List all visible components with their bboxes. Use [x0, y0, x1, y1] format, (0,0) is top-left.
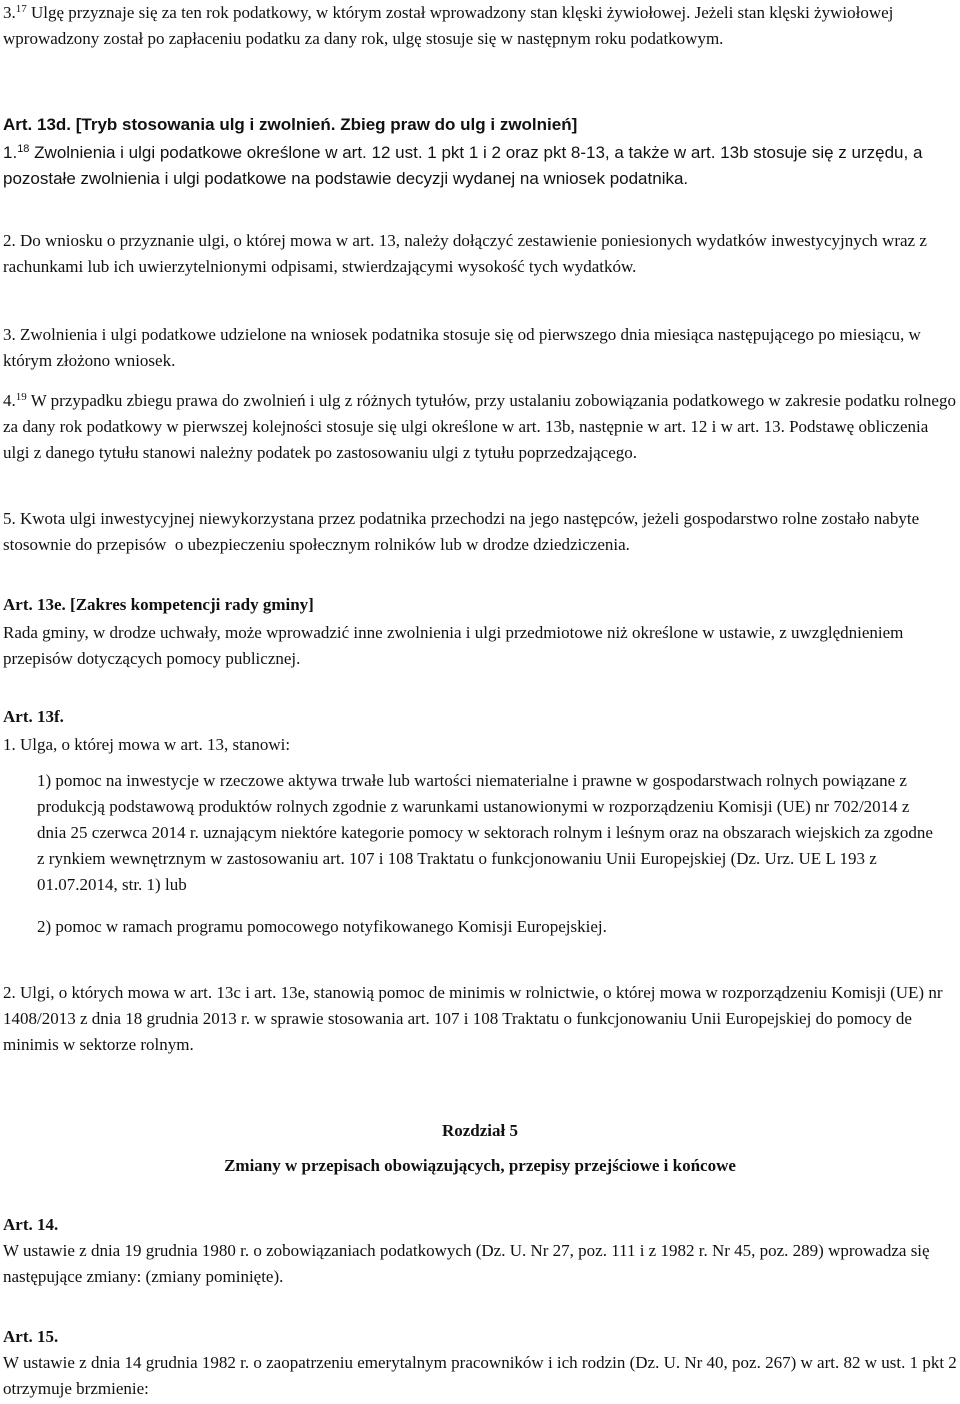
footnote-ref-19[interactable]: 19 [15, 391, 27, 403]
footnote-ref-18[interactable]: 18 [17, 143, 30, 155]
paragraph-text: Zwolnienia i ulgi podatkowe określone w art. 12 ust. 1 pkt 1 i 2 oraz pkt 8-13, a także w art. 13b stosuje się z urzędu, a pozostałe zwolnienia i ulgi podatkowe na podstawie decyzji wydanej na wniosek podatnika. [3, 143, 923, 188]
art-13f-paragraph-2: 2. Ulgi, o których mowa w art. 13c i art. 13e, stanowią pomoc de minimis w rolnictwie, o której mowa w rozporządzeniu Komisji (UE) nr 1408/2013 z dnia 18 grudnia 2013 r. w sprawie stosowania art. 107 i 108 Traktatu o funkcjonowaniu Unii Europejskiej do pomocy de minimis w sektorze rolnym. [3, 983, 943, 1054]
chapter-title: Rozdział 5 [441, 1121, 519, 1140]
paragraph-text: W przypadku zbiegu prawa do zwolnień i ulg z różnych tytułów, przy ustalaniu zobowiązania podatkowego w zakresie podatku rolnego za dany rok podatkowy w pierwszej kolejności stosuje się ulgi określone w art. 13b, następnie w art. 12 i w art. 13. Podstawę obliczenia ulgi z danego tytułu stanowi należny podatek po zastosowaniu ulgi z tytułu poprzedzającego. [3, 391, 956, 462]
paragraph-ulga-kleska [3, 0, 957, 52]
art-13d-heading: Art. 13d. [Tryb stosowania ulg i zwolnień. Zbieg praw do ulg i zwolnień] [3, 115, 578, 134]
chapter-subtitle: Zmiany w przepisach obowiązujących, przepisy przejściowe i końcowe [224, 1156, 736, 1175]
art-14-text: W ustawie z dnia 19 grudnia 1980 r. o zobowiązaniach podatkowych (Dz. U. Nr 27, poz. 111 i z 1982 r. Nr 45, poz. 289) wprowadza się następujące zmiany: (zmiany pominięte). [3, 1241, 930, 1286]
art-14-heading: Art. 14. [3, 1215, 59, 1234]
art-13e-text: Rada gminy, w drodze uchwały, może wprowadzić inne zwolnienia i ulgi przedmiotowe niż określone w ustawie, z uwzględnieniem przepisów dotyczących pomocy publicznej. [3, 623, 904, 668]
art-13f-list-item-1: 1) pomoc na inwestycje w rzeczowe aktywa trwałe lub wartości niematerialne i prawne w gospodarstwach rolnych powiązane z produkcją podstawową produktów rolnych zgodnie z warunkami ustanowionymi w rozporządzeniu Komisji (UE) nr 702/2014 z dnia 25 czerwca 2014 r. uznającym niektóre kategorie pomocy w sektorach rolnym i leśnym oraz na obszarach wiejskich za zgodne z rynkiem wewnętrznym w zastosowaniu art. 107 i 108 Traktatu o funkcjonowaniu Unii Europejskiej (Dz. Urz. UE L 193 z 01.07.2014, str. 1) lub [37, 771, 933, 894]
art-13f-heading: Art. 13f. [3, 707, 64, 726]
art-13f-list-item-2: 2) pomoc w ramach programu pomocowego notyfikowanego Komisji Europejskiej. [37, 917, 607, 936]
paragraph-number: 3. [3, 3, 16, 22]
footnote-ref-17[interactable]: 17 [15, 3, 27, 15]
art-13d-paragraph-5: 5. Kwota ulgi inwestycyjnej niewykorzystana przez podatnika przechodzi na jego następców, jeżeli gospodarstwo rolne zostało nabyte stosownie do przepisów o ubezpieczeniu społecznym rolników lub w drodze dziedziczenia. [3, 509, 924, 554]
art-13f-paragraph-1: 1. Ulga, o której mowa w art. 13, stanowi: [3, 735, 291, 754]
art-13e-heading: Art. 13e. [Zakres kompetencji rady gminy] [3, 595, 314, 614]
art-13d-paragraph-2: 2. Do wniosku o przyznanie ulgi, o której mowa w art. 13, należy dołączyć zestawienie poniesionych wydatków inwestycyjnych wraz z rachunkami lub ich uwierzytelnionymi odpisami, stwierdzającymi wysokość tych wydatków. [3, 231, 927, 276]
art-13d-paragraph-4 [3, 388, 957, 466]
paragraph-number: 4. [3, 391, 16, 410]
art-13d-paragraph-1 [3, 140, 957, 192]
paragraph-text: Ulgę przyznaje się za ten rok podatkowy, w którym został wprowadzony stan klęski żywiołowej. Jeżeli stan klęski żywiołowej wprowadzony został po zapłaceniu podatku za dany rok, ulgę stosuje się w następnym roku podatkowym. [3, 3, 894, 48]
art-15-text: W ustawie z dnia 14 grudnia 1982 r. o zaopatrzeniu emerytalnym pracowników i ich rodzin (Dz. U. Nr 40, poz. 267) w art. 82 w ust. 1 pkt 2 otrzymuje brzmienie: [3, 1353, 957, 1398]
art-15-heading: Art. 15. [3, 1327, 59, 1346]
art-13d-paragraph-3: 3. Zwolnienia i ulgi podatkowe udzielone na wniosek podatnika stosuje się od pierwszego dnia miesiąca następującego po miesiącu, w którym złożono wniosek. [3, 325, 921, 370]
paragraph-number: 1. [3, 143, 18, 162]
